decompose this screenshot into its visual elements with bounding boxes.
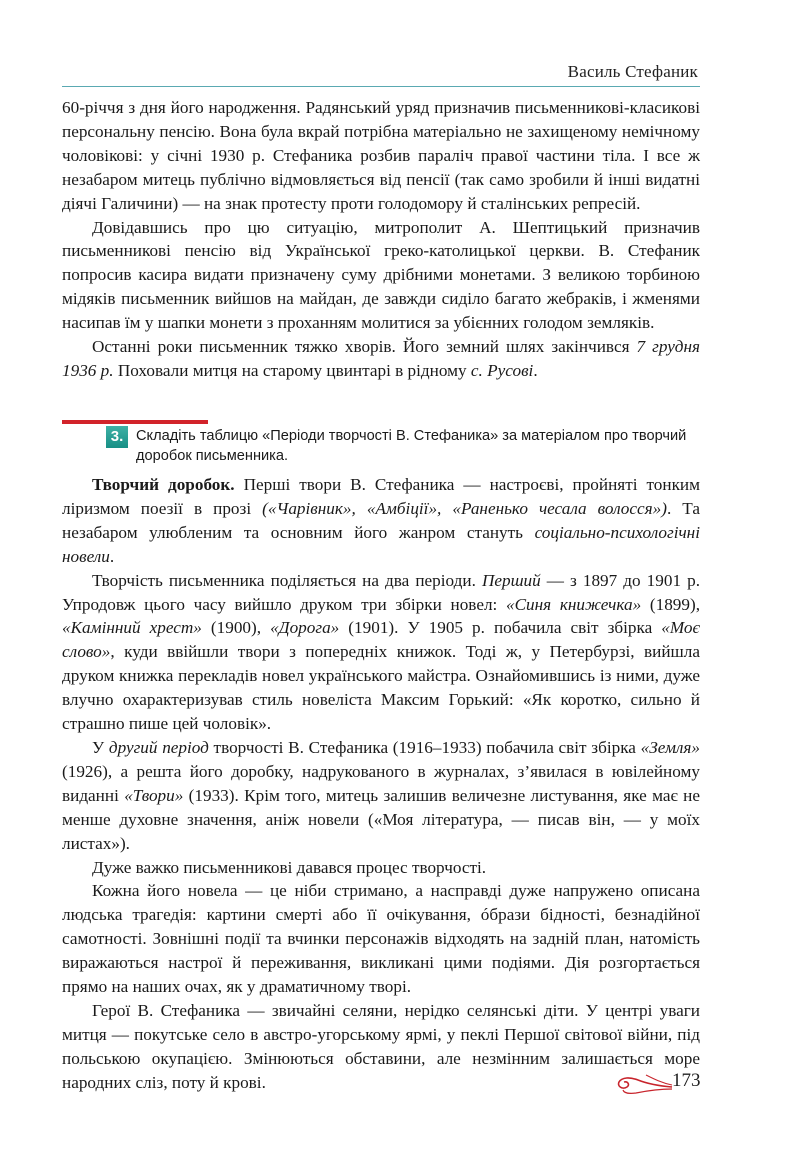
- text-run: У: [92, 737, 109, 757]
- work-title: «Дорога»: [270, 618, 340, 638]
- work-title: «Камінний хрест»: [62, 618, 202, 638]
- text-run: . Та незабаром улюбленим та основним його жанром стануть: [62, 498, 700, 542]
- text-run: (1900),: [201, 618, 271, 638]
- page-number: 173: [672, 1070, 701, 1091]
- period-term: Перший: [481, 570, 541, 590]
- text-run: , куди ввійшли твори з попередніх книжок. Тоді ж, у Петербурзі, вийшла друком книжка перекладів новел українського майстра. Ознайомившись із ними, дуже влучно охарактеризував стиль новеліста Максим Горький: «Як коротко, сильно й страшно пише цей чоловік».: [62, 642, 700, 734]
- work-title: «Земля»: [640, 737, 700, 757]
- section-heading: Творчий доробок.: [92, 475, 235, 494]
- burial-place: с. Русові: [470, 360, 534, 380]
- period-term: другий період: [108, 737, 209, 757]
- text-run: Творчість письменника поділяється на два періоди.: [92, 570, 482, 590]
- text-run: — з 1897 до 1901 р. Упродовж цього часу вийшло друком три збірки новел:: [62, 570, 700, 614]
- flourish-ornament-icon: [616, 1070, 674, 1100]
- paragraph: Герої В. Стефаника — звичайні селяни, нерідко селянські діти. У центрі уваги митця — покутське село в австро-угорському ярмі, у пеклі Першої світової війни, під польською окупацією. Змінюються обставини, але незмінним залишається море народних сліз, поту й крові.: [62, 1000, 700, 1092]
- paragraph: Дуже важко письменникові давався процес творчості.: [92, 857, 487, 877]
- paragraph: Довідавшись про цю ситуацію, митрополит А. Шептицький призначив письменникові пенсію від Української греко-католицької церкви. В. Стефаник попросив касира видати призначену суму дрібними монетами. З великою торбиною мідяків письменник вийшов на майдан, де завжди сиділо багато жебраків, і жменями насипав їм у шапки монети з проханням молитися за убієнних голодом земляків.: [62, 217, 700, 333]
- text-run: .: [533, 360, 538, 380]
- text-run: Перші твори В. Стефаника — настроєві, пройняті тонким ліризмом поезії в прозі: [62, 475, 700, 518]
- page-folio: [616, 1066, 706, 1106]
- task-accent-bar: [62, 420, 208, 424]
- paragraph: 60-річчя з дня його народження. Радянський уряд призначив письменникові-класикові персональну пенсію. Вона була вкрай потрібна матеріально не захищеному немічному чоловікові: у січні 1930 р. Стефаника розбив параліч правої частини тіла. І все ж незабаром митець публічно відмовляється від пенсії (так само зробили й інші видатні діячі Галичини) — на знак протесту проти голодомору й сталінських репресій.: [62, 98, 700, 213]
- paragraph: [62, 335, 700, 383]
- death-date: 7 грудня 1936 р.: [62, 337, 700, 380]
- task-number: 3.: [106, 426, 128, 448]
- biography-section: [62, 96, 700, 383]
- text-run: (1899),: [641, 594, 700, 614]
- genre-term: соціально-психологічні новели: [62, 522, 700, 566]
- work-title: «Синя книжечка»: [506, 594, 642, 614]
- task-text: Складіть таблицю «Періоди творчості В. Стефаника» за матеріалом про творчий доробок письменника.: [136, 428, 687, 464]
- text-run: (1926), а решта його доробку, надрукованого в журналах, з’явилася в ювілейному виданні: [62, 761, 700, 805]
- text-run: Поховали митця на старому цвинтарі в рідному: [113, 360, 471, 380]
- work-titles: («Чарівник», «Амбіції», «Раненько чесала волосся»): [262, 498, 667, 518]
- text-run: Останні роки письменник тяжко хворів. Його земний шлях закінчився: [92, 337, 637, 357]
- paragraph: Кожна його новела — це ніби стримано, а насправді дуже напружено описана людська трагедія: картини смерті або її очікування, óбрази бідності, безнадійної самотності. Зовнішні події та вчинки персонажів відходять на задній план, натомість виражаються настрої й переживання, викликані цими подіями. Дія розгортається прямо на наших очах, як у драматичному творі.: [62, 881, 700, 997]
- text-run: творчості В. Стефаника (1916–1933) побачила світ збірка: [208, 737, 641, 757]
- work-title: «Твори»: [124, 785, 184, 805]
- creative-legacy-section: [62, 473, 700, 1095]
- header-rule: [62, 86, 700, 87]
- text-run: .: [109, 546, 115, 566]
- running-head: Василь Стефаник: [567, 62, 698, 81]
- task-box: [62, 420, 702, 468]
- text-run: (1933). Крім того, митець залишив величезне листування, яке має не менше духовне значення, аніж новели («Моя література, — писав він, — у моїх листах»).: [62, 785, 701, 853]
- paragraph: [62, 473, 700, 569]
- paragraph: [62, 569, 700, 736]
- work-title: «Моє слово»: [62, 618, 700, 662]
- text-run: (1901). У 1905 р. побачила світ збірка: [339, 618, 662, 638]
- paragraph: [62, 736, 700, 856]
